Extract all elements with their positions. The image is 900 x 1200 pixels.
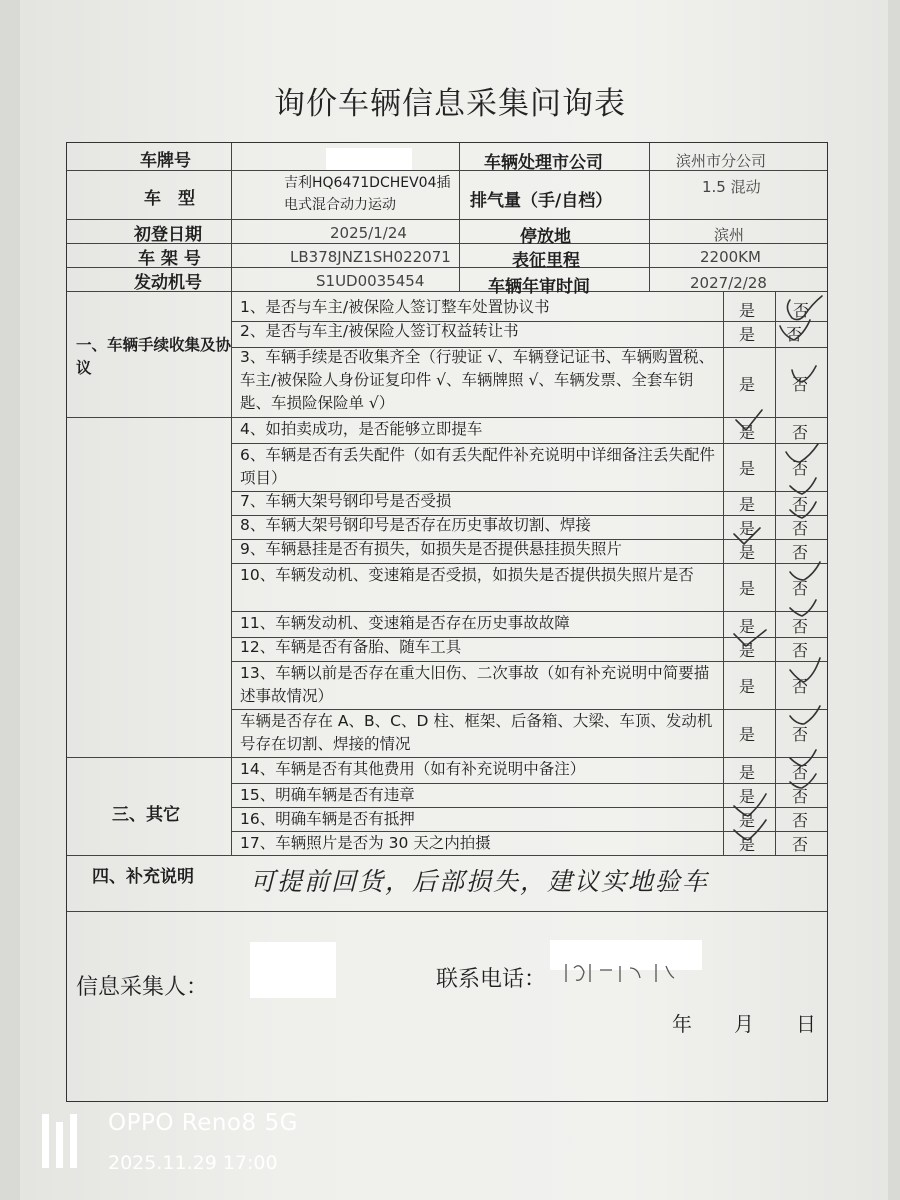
displacement-label: 排气量（手/自档）: [470, 191, 613, 211]
no-label-13: 否: [792, 677, 809, 696]
checkmark-4: [736, 410, 762, 430]
checkmark-8: [790, 502, 816, 518]
yes-label-10: 是: [739, 579, 756, 598]
question-pillars: 车辆是否存在 A、B、C、D 柱、框架、后备箱、大梁、车顶、发动机号存在切割、焊接的情况: [240, 712, 713, 753]
collector-label: 信息采集人：: [76, 975, 209, 1000]
yes-label-2: 是: [739, 325, 756, 344]
question-16: 16、明确车辆是否有抵押: [240, 810, 415, 828]
no-label-7: 否: [792, 495, 809, 514]
no-label-9: 否: [792, 543, 809, 562]
question-6: 6、车辆是否有丢失配件（如有丢失配件补充说明中详细备注丢失配件项目）: [240, 446, 715, 487]
vin-value: LB378JNZ1SH022071: [290, 248, 451, 266]
checkmark-1: [787, 296, 822, 320]
model-label: 车 型: [144, 189, 195, 209]
date-year: 年: [672, 1012, 692, 1036]
question-17: 17、车辆照片是否为 30 天之内拍摄: [240, 834, 491, 852]
camera-logo-icon: [40, 1112, 82, 1170]
question-7: 7、车辆大架号钢印号是否受损: [240, 492, 452, 510]
no-label-pillars: 否: [792, 725, 809, 744]
odometer-value: 2200KM: [700, 248, 761, 266]
engine-value: S1UD0035454: [316, 272, 425, 290]
yes-label-16: 是: [739, 811, 756, 830]
section-other: 三、其它: [112, 805, 180, 825]
form-title: 询价车辆信息采集问询表: [274, 86, 626, 122]
no-label-1: 否: [793, 301, 810, 320]
yes-label-pillars: 是: [739, 725, 756, 744]
parking-label: 停放地: [520, 227, 571, 247]
checkmark-pillars: [790, 706, 820, 724]
checkmark-2: [780, 320, 810, 340]
displacement-value: 1.5 混动: [702, 178, 761, 196]
date-day: 日: [796, 1012, 816, 1036]
question-13: 13、车辆以前是否存在重大旧伤、二次事故（如有补充说明中简要描述事故情况）: [240, 664, 710, 705]
plate-redaction: [326, 148, 412, 170]
question-10: 10、车辆发动机、变速箱是否受损，如损失是否提供损失照片是否: [240, 566, 694, 584]
no-label-3: 否: [792, 375, 809, 394]
no-label-10: 否: [792, 579, 809, 598]
model-value: 吉利HQ6471DCHEV04插电式混合动力运动: [284, 175, 451, 213]
yes-label-13: 是: [739, 677, 756, 696]
vin-label: 车 架 号: [138, 249, 201, 269]
parking-value: 滨州: [714, 226, 745, 244]
checkmark-3: [792, 366, 816, 382]
checkmark-17: [734, 820, 766, 840]
question-14: 14、车辆是否有其他费用（如有补充说明中备注）: [240, 760, 586, 778]
yes-label-6: 是: [739, 459, 756, 478]
yes-label-15: 是: [739, 787, 756, 806]
phone-label: 联系电话：: [436, 967, 547, 992]
no-label-16: 否: [792, 811, 809, 830]
checkmark-10: [790, 562, 820, 580]
collector-redaction: [250, 942, 336, 998]
yes-label-8: 是: [739, 519, 756, 538]
question-1: 1、是否与车主/被保险人签订整车处置协议书: [240, 298, 550, 316]
no-label-4: 否: [792, 423, 809, 442]
checkmark-14: [790, 750, 816, 766]
yes-label-3: 是: [739, 375, 756, 394]
yes-label-14: 是: [739, 763, 756, 782]
inspection-label: 车辆年审时间: [488, 277, 590, 297]
company-value: 滨州市分公司: [676, 152, 767, 170]
no-label-11: 否: [792, 617, 809, 636]
question-3: 3、车辆手续是否收集齐全（行驶证 √、车辆登记证书、车辆购置税、车主/被保险人身份证复印件 √、车辆牌照 √、车辆发票、全套车钥匙、车损险保险单 √）: [240, 348, 715, 412]
no-label-2: 否: [786, 325, 803, 344]
yes-label-17: 是: [739, 835, 756, 854]
registration-value: 2025/1/24: [330, 224, 407, 242]
registration-label: 初登日期: [134, 225, 202, 245]
question-2: 2、是否与车主/被保险人签订权益转让书: [240, 322, 519, 340]
yes-label-9: 是: [739, 543, 756, 562]
phone-scribble: [560, 958, 680, 988]
checkmark-6: [786, 444, 818, 462]
company-label: 车辆处理市公司: [484, 153, 603, 173]
watermark-datetime: 2025.11.29 17:00: [108, 1152, 278, 1174]
question-9: 9、车辆悬挂是否有损失，如损失是否提供悬挂损失照片: [240, 540, 622, 558]
date-month: 月: [734, 1012, 754, 1036]
section-procedures: 一、车辆手续收集及协议: [76, 336, 232, 377]
supplement-handwriting: 可提前回货，后部损失，建议实地验车: [250, 867, 710, 896]
yes-label-12: 是: [739, 641, 756, 660]
yes-label-7: 是: [739, 495, 756, 514]
no-label-17: 否: [792, 835, 809, 854]
checkmark-13: [790, 658, 820, 682]
checkmark-11: [790, 600, 816, 616]
no-label-14: 否: [792, 763, 809, 782]
checkmark-12: [734, 630, 766, 646]
plate-label: 车牌号: [140, 151, 191, 171]
question-4: 4、如拍卖成功，是否能够立即提车: [240, 420, 483, 438]
checkmark-16: [734, 794, 766, 816]
watermark-device: OPPO Reno8 5G: [108, 1110, 298, 1136]
no-label-15: 否: [792, 787, 809, 806]
check-marks-layer: [720, 290, 830, 850]
question-11: 11、车辆发动机、变速箱是否存在历史事故故障: [240, 614, 570, 632]
checkmark-9: [734, 528, 760, 544]
engine-label: 发动机号: [134, 273, 202, 293]
no-label-6: 否: [792, 459, 809, 478]
question-8: 8、车辆大架号钢印号是否存在历史事故切割、焊接: [240, 516, 591, 534]
question-15: 15、明确车辆是否有违章: [240, 786, 415, 804]
no-label-12: 否: [792, 641, 809, 660]
yes-label-11: 是: [739, 617, 756, 636]
yes-label-4: 是: [739, 423, 756, 442]
yes-label-1: 是: [739, 301, 756, 320]
odometer-label: 表征里程: [512, 251, 580, 271]
no-label-8: 否: [792, 519, 809, 538]
question-12: 12、车辆是否有备胎、随车工具: [240, 638, 462, 656]
section-supplement: 四、补充说明: [92, 867, 194, 887]
checkmark-7: [790, 478, 816, 494]
checkmark-15: [790, 774, 816, 788]
inspection-value: 2027/2/28: [690, 274, 767, 292]
